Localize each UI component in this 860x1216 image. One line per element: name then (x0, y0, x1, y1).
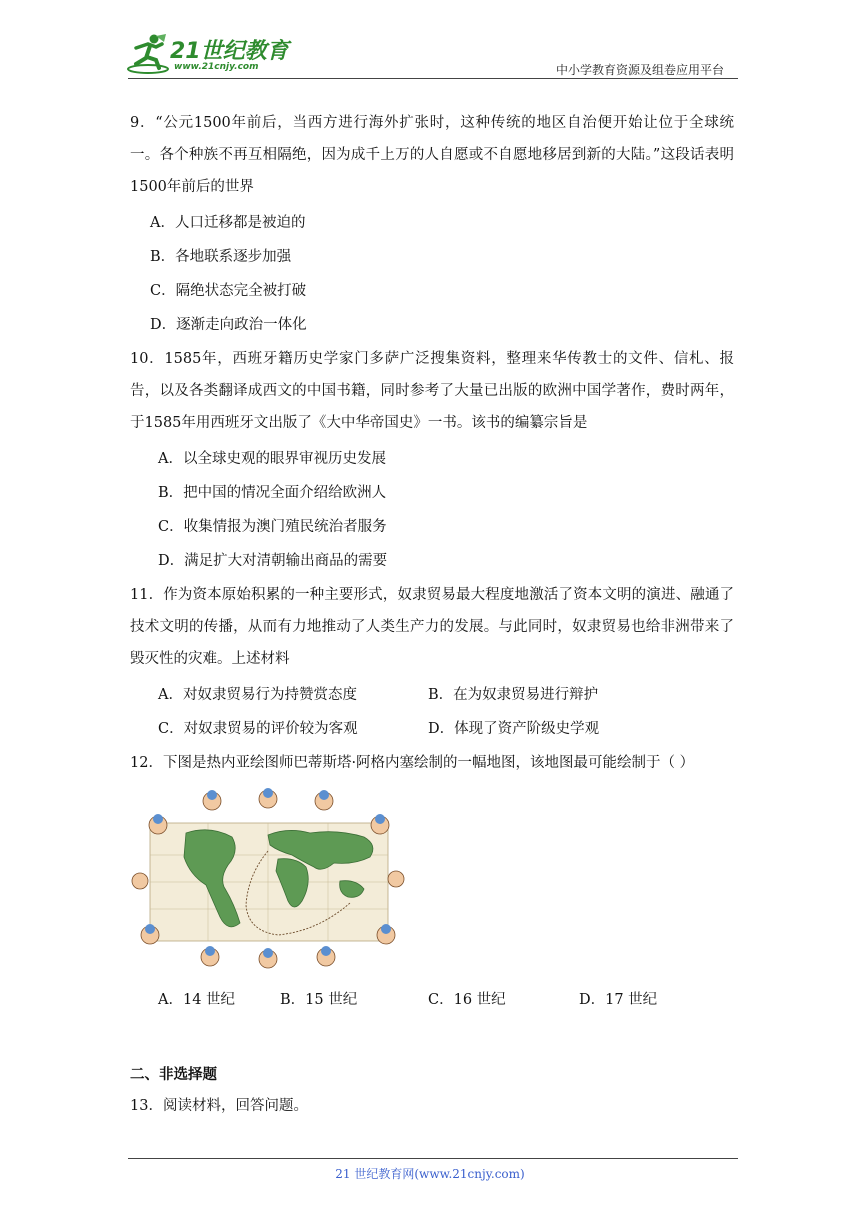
question-stem: 10．1585年，西班牙籍历史学家门多萨广泛搜集资料，整理来华传教士的文件、信札、报告，以及各类翻译成西文的中国书籍，同时参考了大量已出版的欧洲中国学著作，费时两年，于1585年用西班牙文出版了《大中华帝国史》一书。该书的编纂宗旨是 (130, 351, 734, 431)
option-d[interactable]: D．17 世纪 (579, 992, 658, 1008)
option-b[interactable]: B．把中国的情况全面介绍给欧洲人 (158, 485, 387, 501)
footer-text[interactable]: 21 世纪教育网(www.21cnjy.com) (335, 1167, 525, 1181)
option-a[interactable]: A．对奴隶贸易行为持赞赏态度 (158, 687, 357, 703)
question-stem: 11．作为资本原始积累的一种主要形式，奴隶贸易最大程度地激活了资本文明的演进、融通了技术文明的传播，从而有力地推动了人类生产力的发展。与此同时，奴隶贸易也给非洲带来了毁灭性的灾难。上述材料 (130, 587, 734, 667)
header-divider (128, 78, 738, 79)
world-map-image (128, 785, 408, 971)
option-b[interactable]: B．在为奴隶贸易进行辩护 (428, 687, 599, 703)
page-header (0, 0, 860, 80)
option-b[interactable]: B．15 世纪 (280, 992, 358, 1008)
option-c[interactable]: C．对奴隶贸易的评价较为客观 (158, 721, 358, 737)
option-a[interactable]: A．人口迁移都是被迫的 (150, 215, 306, 231)
option-d[interactable]: D．体现了资产阶级史学观 (428, 721, 600, 737)
logo-title: 21世纪教育 (170, 39, 289, 64)
option-c[interactable]: C．隔绝状态完全被打破 (150, 283, 307, 299)
question-11 (130, 579, 734, 675)
question-13: 13．阅读材料，回答问题。 (130, 1098, 308, 1114)
runner-logo-icon (126, 32, 172, 76)
option-a[interactable]: A．14 世纪 (158, 992, 236, 1008)
option-d[interactable]: D．逐渐走向政治一体化 (150, 317, 307, 333)
site-logo[interactable] (126, 32, 296, 78)
question-stem: 12．下图是热内亚绘图师巴蒂斯塔·阿格内塞绘制的一幅地图，该地图最可能绘制于（ ） (130, 755, 695, 771)
option-a[interactable]: A．以全球史观的眼界审视历史发展 (158, 451, 386, 467)
question-stem: 9．“公元1500年前后，当西方进行海外扩张时，这种传统的地区自治便开始让位于全球统一。各个种族不再互相隔绝，因为成千上万的人自愿或不自愿地移居到新的大陆。”这段话表明1500年前后的世界 (130, 115, 734, 195)
question-10 (130, 343, 734, 439)
option-d[interactable]: D．满足扩大对清朝输出商品的需要 (158, 553, 388, 569)
section-title: 二、非选择题 (130, 1066, 217, 1083)
question-9 (130, 107, 734, 203)
footer-divider (128, 1158, 738, 1159)
option-b[interactable]: B．各地联系逐步加强 (150, 249, 292, 265)
option-c[interactable]: C．收集情报为澳门殖民统治者服务 (158, 519, 387, 535)
option-c[interactable]: C．16 世纪 (428, 992, 506, 1008)
question-12 (130, 747, 734, 779)
logo-url: www.21cnjy.com (174, 62, 259, 72)
header-platform-text: 中小学教育资源及组卷应用平台 (555, 63, 724, 77)
